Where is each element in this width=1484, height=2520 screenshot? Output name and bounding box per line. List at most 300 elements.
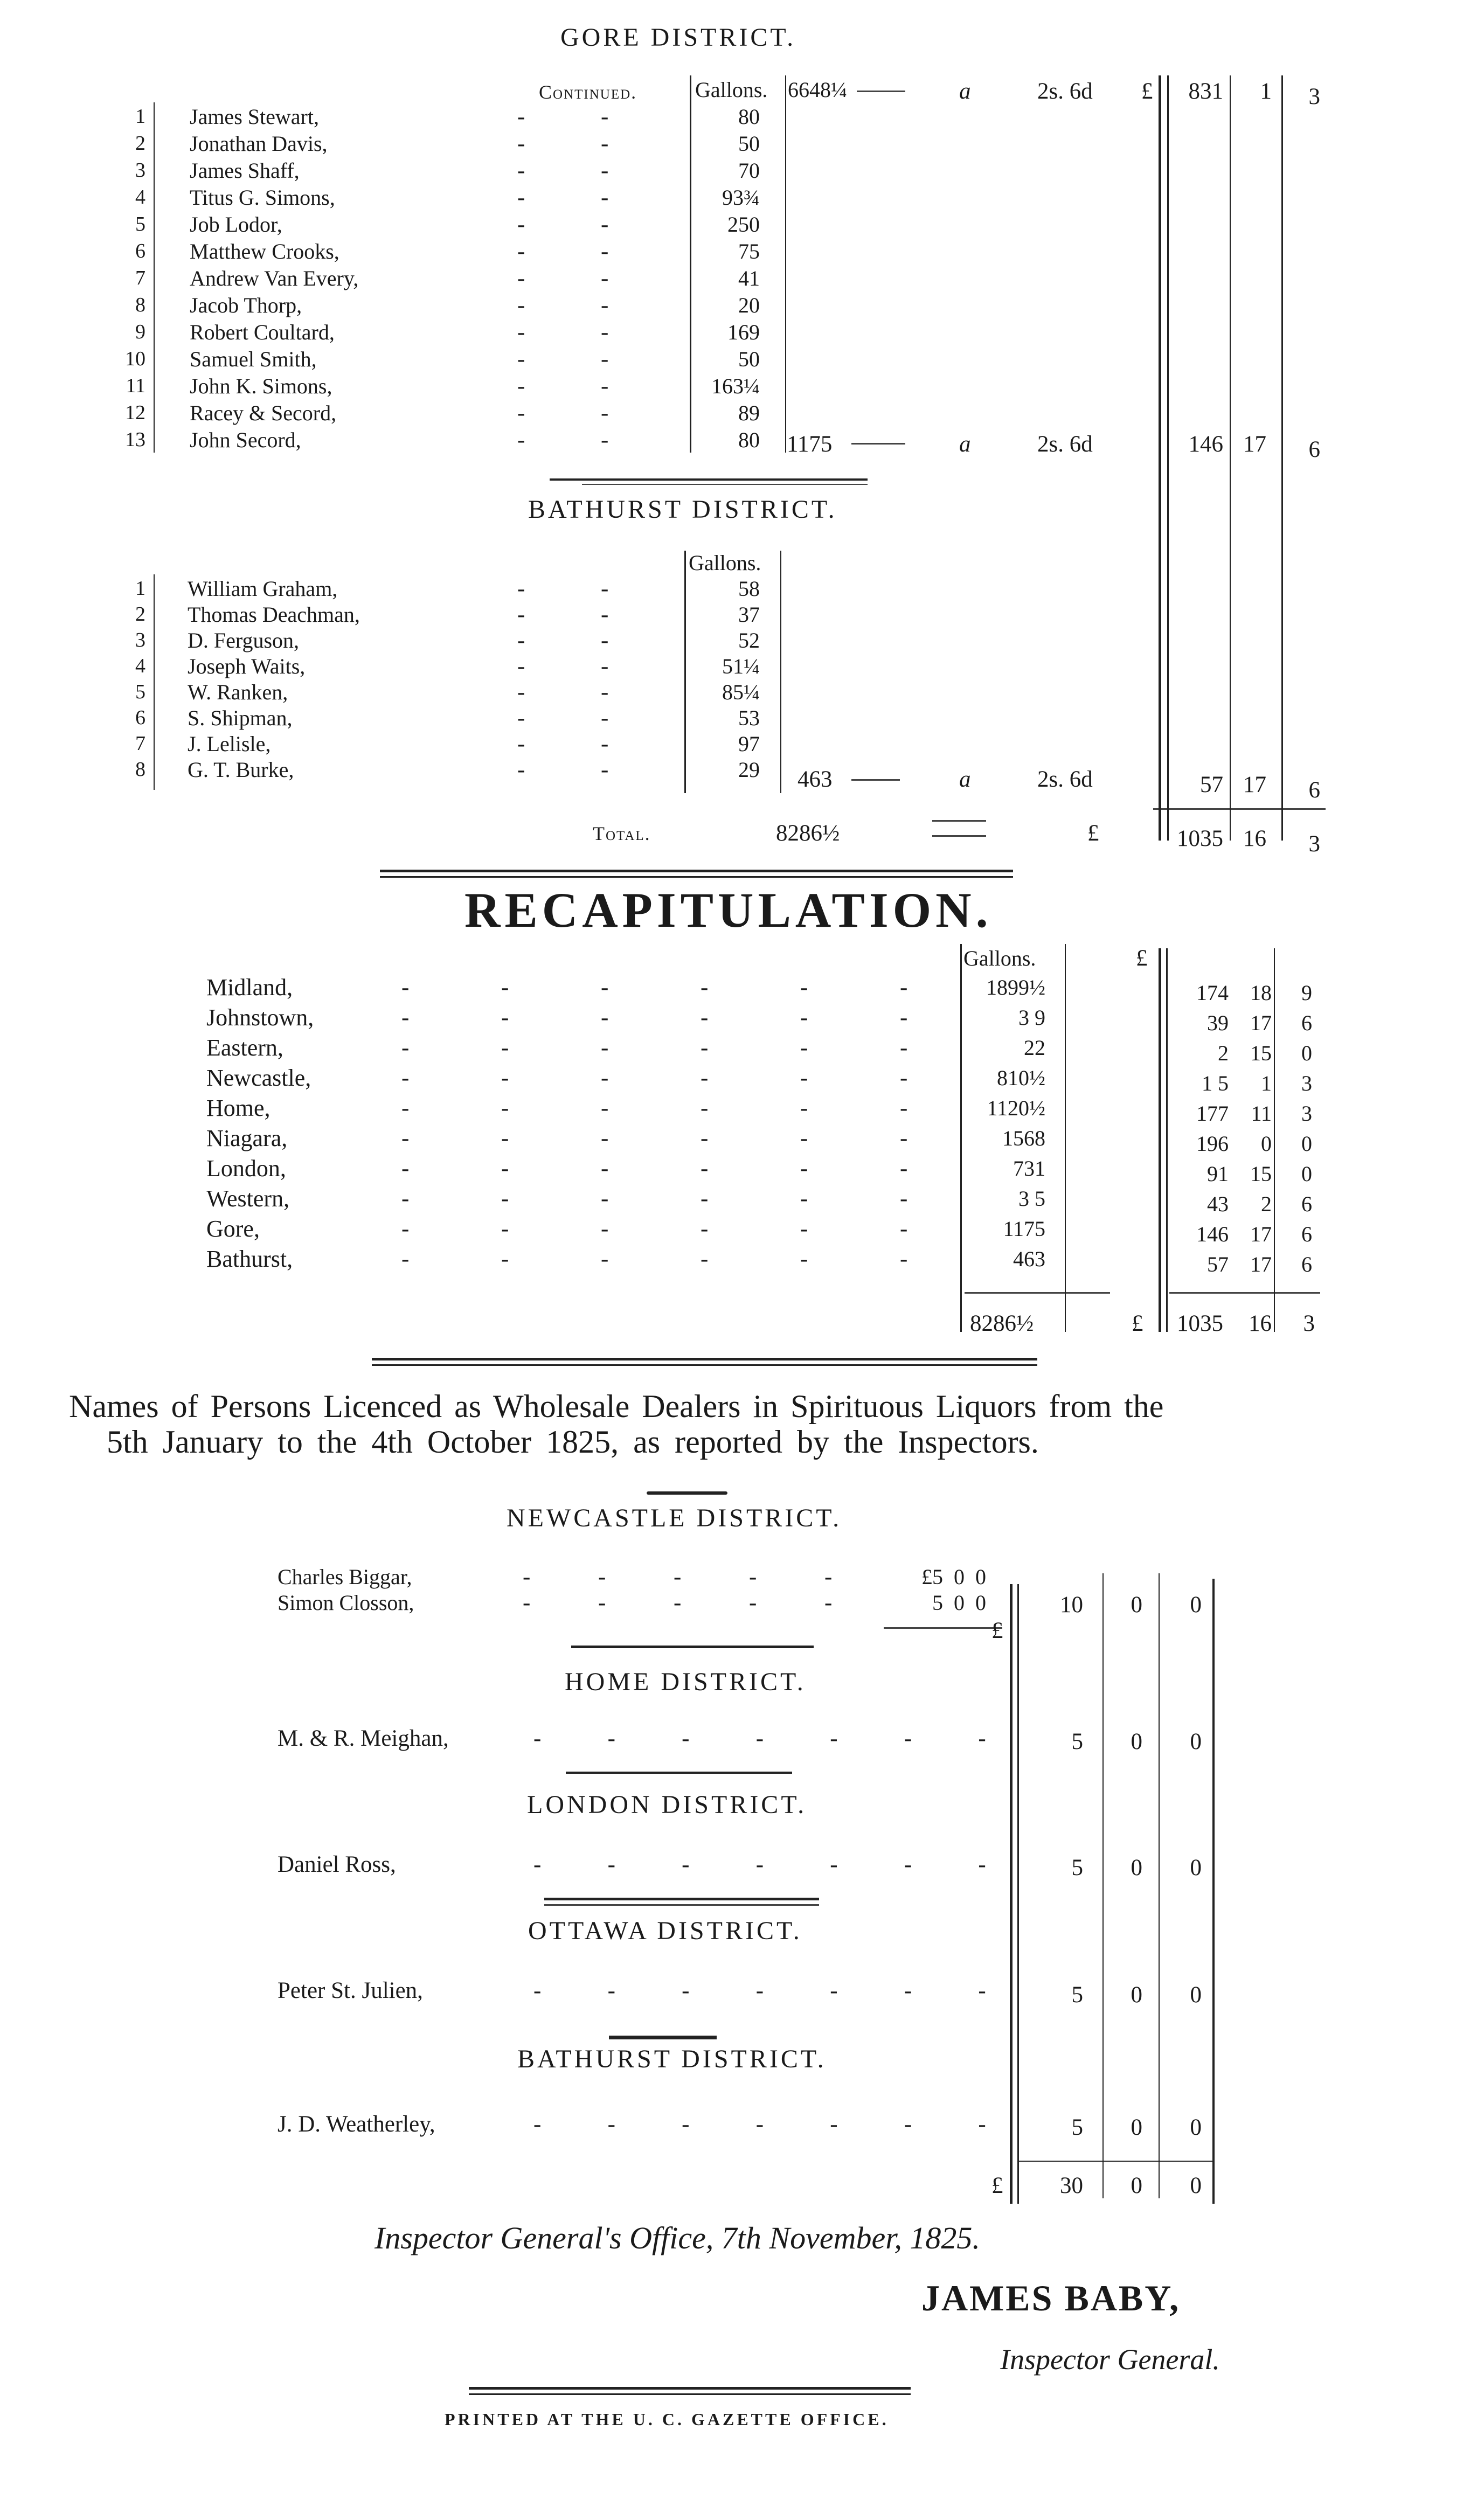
wholesale-heading-line1: Names of Persons Licenced as Wholesale Dealers in Spirituous Liquors from the — [69, 1389, 1164, 1424]
leader-dash: - — [701, 975, 709, 1000]
leader-dash: - — [900, 1216, 908, 1241]
home-dealer-name: M. & R. Meighan, — [278, 1726, 449, 1751]
leader-dash: - — [501, 1065, 509, 1091]
gore-pre-l: 831 — [1188, 79, 1223, 104]
leader-dash: - — [517, 320, 525, 345]
wholesale-heading-line2: 5th January to the 4th October 1825, as reported by the Inspectors. — [107, 1424, 1039, 1460]
row-number: 4 — [135, 655, 145, 677]
leader-dash: - — [601, 576, 609, 601]
leader-dash: - — [601, 212, 609, 237]
leader-dash: - — [501, 1156, 509, 1181]
newcastle-pound: £ — [991, 1618, 1003, 1643]
newcastle-d: 0 — [1190, 1592, 1202, 1617]
signature-name: JAMES BABY, — [921, 2278, 1181, 2318]
gallons-value: 29 — [738, 758, 760, 782]
dealer-name: William Graham, — [188, 577, 338, 601]
gallons-value: 50 — [738, 131, 760, 156]
gallons-value: 37 — [738, 602, 760, 627]
recap-total-d: 3 — [1303, 1311, 1315, 1336]
row-number: 8 — [135, 294, 145, 316]
bathurst-a: a — [959, 767, 971, 792]
leader-dash: - — [601, 373, 609, 399]
recap-pence: 6 — [1301, 1222, 1312, 1246]
continued-label: Continued. — [539, 81, 637, 103]
recap-gallons: 3 5 — [1018, 1186, 1045, 1211]
leader-dash: - — [674, 1564, 682, 1589]
leader-dash: - — [517, 185, 525, 210]
gore-pre-d: 3 — [1308, 84, 1320, 109]
bathurst-district-title: BATHURST DISTRICT. — [528, 495, 837, 524]
leader-dash: - — [601, 654, 609, 679]
row-number: 4 — [135, 186, 145, 209]
recap-gallons: 731 — [1013, 1156, 1045, 1181]
leader-dash: - — [523, 1590, 531, 1615]
leader-dash: - — [701, 1095, 709, 1121]
gore-d: 6 — [1308, 437, 1320, 462]
grand-total-d: 3 — [1308, 831, 1320, 857]
grand-total-s: 16 — [1243, 826, 1266, 851]
recap-pence: 0 — [1301, 1162, 1312, 1186]
home-district-title: HOME DISTRICT. — [565, 1668, 806, 1696]
gallons-value: 20 — [738, 293, 760, 317]
leader-dash: - — [401, 1156, 410, 1181]
leader-dash: - — [501, 1216, 509, 1241]
leader-dash: - — [824, 1564, 833, 1589]
leader-dash: - — [601, 1246, 609, 1272]
leader-dash: - — [517, 212, 525, 237]
leader-dash: - — [701, 1246, 709, 1272]
london-l: 5 — [1071, 1855, 1083, 1880]
leader-dash: - — [749, 1590, 757, 1615]
leader-dash: - — [800, 1095, 808, 1121]
gallons-value: 80 — [738, 428, 760, 452]
leader-dash: - — [900, 1156, 908, 1181]
leader-dash: - — [517, 628, 525, 653]
wholesale-amount: 5 0 0 — [932, 1591, 986, 1615]
dealer-name: Samuel Smith, — [190, 347, 317, 371]
bathurst-d: 6 — [1308, 777, 1320, 803]
recap-shillings: 17 — [1250, 1011, 1272, 1035]
gore-total: 1175 — [787, 432, 833, 457]
recap-pence: 0 — [1301, 1131, 1312, 1156]
leader-dash: - — [900, 1126, 908, 1151]
row-number: 8 — [135, 758, 145, 781]
dealer-name: John Secord, — [190, 428, 301, 452]
dealer-name: John K. Simons, — [190, 374, 332, 398]
leader-dash: - — [800, 1186, 808, 1211]
leader-dash: - — [401, 1065, 410, 1091]
bathurst-leaders: - - - - - - - — [533, 2112, 989, 2137]
dealer-name: Titus G. Simons, — [190, 185, 335, 210]
row-number: 3 — [135, 629, 145, 651]
recapitulation-title: RECAPITULATION. — [464, 883, 993, 938]
leader-dash: - — [601, 427, 609, 453]
recap-gallons: 1120½ — [987, 1096, 1045, 1120]
leader-dash: - — [701, 1126, 709, 1151]
leader-dash: - — [517, 602, 525, 627]
london-leaders: - - - - - - - — [533, 1852, 989, 1877]
recap-gallons: 22 — [1024, 1036, 1045, 1060]
leader-dash: - — [517, 400, 525, 426]
dealer-name: James Stewart, — [190, 105, 319, 129]
leader-dash: - — [601, 1065, 609, 1091]
leader-dash: - — [701, 1156, 709, 1181]
row-number: 13 — [125, 428, 145, 451]
gallons-value: 50 — [738, 347, 760, 371]
row-number: 10 — [125, 348, 145, 370]
leader-dash: - — [517, 239, 525, 264]
gallons-value: 97 — [738, 732, 760, 756]
recap-pounds: 2 — [1218, 1041, 1229, 1065]
dealer-name: J. Lelisle, — [188, 732, 271, 756]
leader-dash: - — [601, 1126, 609, 1151]
leader-dash: - — [501, 1246, 509, 1272]
gallons-value: 75 — [738, 239, 760, 263]
wholesale-total-l: 30 — [1060, 2173, 1083, 2198]
leader-dash: - — [601, 705, 609, 731]
leader-dash: - — [517, 266, 525, 291]
bathurst-rate: 2s. 6d — [1037, 767, 1093, 792]
recap-total-pound: £ — [1132, 1311, 1143, 1336]
newcastle-s: 0 — [1131, 1592, 1142, 1617]
recap-pounds: 91 — [1207, 1162, 1229, 1186]
row-number: 1 — [135, 577, 145, 600]
recap-pounds: 1 5 — [1202, 1071, 1229, 1095]
leader-dash: - — [401, 1035, 410, 1060]
gallons-value: 89 — [738, 401, 760, 425]
gallons-value: 52 — [738, 628, 760, 652]
leader-dash: - — [601, 1035, 609, 1060]
row-number: 5 — [135, 213, 145, 235]
leader-dash: - — [401, 1095, 410, 1121]
leader-dash: - — [601, 346, 609, 372]
ottawa-dealer-name: Peter St. Julien, — [278, 1978, 423, 2003]
home-s: 0 — [1131, 1729, 1142, 1754]
leader-dash: - — [900, 1095, 908, 1121]
dealer-name: S. Shipman, — [188, 706, 293, 730]
recap-pounds: 174 — [1196, 981, 1229, 1005]
recap-total-s: 16 — [1249, 1311, 1272, 1336]
leader-dash: - — [900, 1005, 908, 1030]
leader-dash: - — [517, 705, 525, 731]
dealer-name: Andrew Van Every, — [190, 266, 359, 290]
gallons-value: 41 — [738, 266, 760, 290]
leader-dash: - — [800, 1065, 808, 1091]
leader-dash: - — [601, 1186, 609, 1211]
leader-dash: - — [601, 1156, 609, 1181]
leader-dash: - — [900, 1035, 908, 1060]
leader-dash: - — [501, 1035, 509, 1060]
newcastle-l: 10 — [1060, 1592, 1083, 1617]
recap-total-gallons: 8286½ — [970, 1311, 1034, 1336]
leader-dash: - — [800, 1005, 808, 1030]
recap-shillings: 18 — [1250, 981, 1272, 1005]
leader-dash: - — [598, 1564, 606, 1589]
recap-shillings: 15 — [1250, 1162, 1272, 1186]
row-number: 12 — [125, 401, 145, 424]
leader-dash: - — [517, 293, 525, 318]
leader-dash: - — [501, 1186, 509, 1211]
ottawa-d: 0 — [1190, 1982, 1202, 2008]
london-district-title: LONDON DISTRICT. — [527, 1790, 807, 1819]
recap-pounds: 57 — [1207, 1252, 1229, 1276]
dealer-name: Jacob Thorp, — [190, 293, 302, 317]
leader-dash: - — [601, 628, 609, 653]
leader-dash: - — [601, 239, 609, 264]
dealer-name: Jonathan Davis, — [190, 131, 328, 156]
grand-total-l: 1035 — [1177, 826, 1223, 851]
recap-total-l: 1035 — [1177, 1311, 1223, 1336]
leader-dash: - — [601, 975, 609, 1000]
leader-dash: - — [601, 602, 609, 627]
recap-gallons: 463 — [1013, 1247, 1045, 1271]
leader-dash: - — [701, 1065, 709, 1091]
gore-pre-rate: 2s. 6d — [1037, 79, 1093, 104]
row-number: 5 — [135, 681, 145, 703]
leader-dash: - — [601, 131, 609, 156]
leader-dash: - — [601, 1095, 609, 1121]
leader-dash: - — [517, 131, 525, 156]
home-d: 0 — [1190, 1729, 1202, 1754]
leader-dash: - — [601, 104, 609, 129]
leader-dash: - — [601, 293, 609, 318]
gore-district-title: GORE DISTRICT. — [560, 23, 796, 52]
total-label: Total. — [593, 823, 651, 844]
recap-district-name: Gore, — [206, 1216, 260, 1242]
leader-dash: - — [517, 654, 525, 679]
leader-dash: - — [517, 731, 525, 756]
bathurst-gallons-header: Gallons. — [689, 551, 761, 575]
recap-gallons: 1899½ — [986, 975, 1045, 999]
dealer-name: G. T. Burke, — [188, 758, 294, 782]
recap-pence: 6 — [1301, 1192, 1312, 1216]
leader-dash: - — [517, 373, 525, 399]
london-dealer-name: Daniel Ross, — [278, 1852, 396, 1877]
row-number: 6 — [135, 706, 145, 729]
recap-gallons-header: Gallons. — [963, 946, 1036, 970]
leader-dash: - — [601, 400, 609, 426]
recap-pounds: 196 — [1196, 1131, 1229, 1156]
wholesale-bathurst-l: 5 — [1071, 2115, 1083, 2140]
dealer-name: James Shaff, — [190, 158, 300, 183]
bathurst-dealer-name: J. D. Weatherley, — [278, 2112, 435, 2137]
leader-dash: - — [800, 1035, 808, 1060]
dealer-name: Robert Coultard, — [190, 320, 335, 344]
ottawa-district-title: OTTAWA DISTRICT. — [528, 1917, 802, 1945]
leader-dash: - — [601, 1216, 609, 1241]
recap-pounds: 177 — [1196, 1101, 1229, 1126]
row-number: 2 — [135, 603, 145, 626]
row-number: 7 — [135, 267, 145, 289]
leader-dash: - — [501, 1095, 509, 1121]
recap-gallons: 3 9 — [1018, 1005, 1045, 1030]
wholesale-bathurst-d: 0 — [1190, 2115, 1202, 2140]
leader-dash: - — [601, 1005, 609, 1030]
gallons-value: 53 — [738, 706, 760, 730]
ottawa-s: 0 — [1131, 1982, 1142, 2008]
recap-district-name: Bathurst, — [206, 1246, 293, 1272]
newcastle-district-title: NEWCASTLE DISTRICT. — [507, 1504, 842, 1532]
leader-dash: - — [501, 1005, 509, 1030]
gallons-value: 70 — [738, 158, 760, 183]
recap-shillings: 2 — [1261, 1192, 1272, 1216]
gore-pre-s: 1 — [1260, 79, 1272, 104]
dealer-name: W. Ranken, — [188, 680, 288, 704]
recap-pence: 6 — [1301, 1011, 1312, 1035]
recap-gallons: 1568 — [1002, 1126, 1045, 1150]
leader-dash: - — [401, 1186, 410, 1211]
recap-district-name: Niagara, — [206, 1125, 288, 1151]
ottawa-l: 5 — [1071, 1982, 1083, 2008]
leader-dash: - — [517, 576, 525, 601]
leader-dash: - — [800, 1216, 808, 1241]
dealer-name: Racey & Secord, — [190, 401, 337, 425]
leader-dash: - — [601, 185, 609, 210]
recap-shillings: 17 — [1250, 1252, 1272, 1276]
wholesale-total-d: 0 — [1190, 2173, 1202, 2198]
gallons-value: 169 — [727, 320, 760, 344]
home-l: 5 — [1071, 1729, 1083, 1754]
printer-imprint: PRINTED AT THE U. C. GAZETTE OFFICE. — [445, 2410, 889, 2429]
row-number: 11 — [126, 374, 145, 397]
signature-title: Inspector General. — [1000, 2343, 1220, 2376]
gore-pre-pound: £ — [1141, 79, 1153, 104]
leader-dash: - — [674, 1590, 682, 1615]
gore-gallons-header: Gallons. — [695, 78, 768, 102]
recap-gallons: 1175 — [1003, 1217, 1045, 1241]
leader-dash: - — [824, 1590, 833, 1615]
leader-dash: - — [601, 320, 609, 345]
grand-total-pound: £ — [1087, 821, 1099, 846]
leader-dash: - — [701, 1186, 709, 1211]
leader-dash: - — [517, 158, 525, 183]
recap-pence: 3 — [1301, 1071, 1312, 1095]
wholesale-amount: £5 0 0 — [921, 1565, 986, 1589]
leader-dash: - — [401, 1005, 410, 1030]
recap-pounds: 43 — [1207, 1192, 1229, 1216]
leader-dash: - — [517, 679, 525, 705]
gore-l: 146 — [1188, 432, 1223, 457]
leader-dash: - — [517, 427, 525, 453]
leader-dash: - — [401, 1246, 410, 1272]
leader-dash: - — [601, 158, 609, 183]
recap-pence: 9 — [1301, 981, 1312, 1005]
wholesale-bathurst-s: 0 — [1131, 2115, 1142, 2140]
gallons-value: 51¼ — [722, 654, 760, 678]
leader-dash: - — [601, 266, 609, 291]
recap-district-name: Eastern, — [206, 1035, 283, 1061]
recap-pence: 6 — [1301, 1252, 1312, 1276]
recap-district-name: Western, — [206, 1185, 290, 1212]
leader-dash: - — [900, 1246, 908, 1272]
leader-dash: - — [523, 1564, 531, 1589]
leader-dash: - — [401, 1126, 410, 1151]
leader-dash: - — [900, 1065, 908, 1091]
office-date-line: Inspector General's Office, 7th November, 1825. — [375, 2220, 980, 2255]
leader-dash: - — [517, 346, 525, 372]
leader-dash: - — [800, 1246, 808, 1272]
leader-dash: - — [800, 1126, 808, 1151]
leader-dash: - — [401, 975, 410, 1000]
home-leaders: - - - - - - - — [533, 1726, 989, 1751]
leader-dash: - — [501, 975, 509, 1000]
gallons-value: 250 — [727, 212, 760, 237]
leader-dash: - — [701, 1005, 709, 1030]
gallons-value: 163¼ — [711, 374, 760, 398]
recap-shillings: 1 — [1261, 1071, 1272, 1095]
recap-district-name: Home, — [206, 1095, 271, 1121]
ottawa-leaders: - - - - - - - — [533, 1978, 989, 2003]
leader-dash: - — [701, 1216, 709, 1241]
recap-shillings: 15 — [1250, 1041, 1272, 1065]
recap-pence: 3 — [1301, 1101, 1312, 1126]
leader-dash: - — [598, 1590, 606, 1615]
leader-dash: - — [800, 1156, 808, 1181]
leader-dash: - — [749, 1564, 757, 1589]
recap-shillings: 17 — [1250, 1222, 1272, 1246]
wholesale-total-pound: £ — [991, 2173, 1003, 2198]
leader-dash: - — [501, 1126, 509, 1151]
gallons-value: 58 — [738, 577, 760, 601]
wholesale-bathurst-title: BATHURST DISTRICT. — [517, 2045, 827, 2073]
london-s: 0 — [1131, 1855, 1142, 1880]
recap-district-name: Johnstown, — [206, 1004, 314, 1031]
gallons-value: 93¾ — [722, 185, 760, 210]
gore-a: a — [959, 432, 971, 457]
gore-pre-a: a — [959, 79, 971, 104]
gore-rate: 2s. 6d — [1037, 432, 1093, 457]
leader-dash: - — [517, 104, 525, 129]
dealer-name: Matthew Crooks, — [190, 239, 339, 263]
recap-gallons: 810½ — [997, 1066, 1045, 1090]
row-number: 9 — [135, 321, 145, 343]
leader-dash: - — [601, 679, 609, 705]
bathurst-total: 463 — [798, 767, 833, 792]
recap-district-name: London, — [206, 1155, 286, 1182]
recap-district-name: Newcastle, — [206, 1065, 311, 1091]
leader-dash: - — [701, 1035, 709, 1060]
row-number: 7 — [135, 732, 145, 755]
leader-dash: - — [517, 757, 525, 782]
recap-district-name: Midland, — [206, 974, 293, 1001]
recap-shillings: 0 — [1261, 1131, 1272, 1156]
recap-pounds: 146 — [1196, 1222, 1229, 1246]
london-d: 0 — [1190, 1855, 1202, 1880]
leader-dash: - — [401, 1216, 410, 1241]
grand-total-gallons: 8286½ — [776, 821, 840, 846]
bathurst-l: 57 — [1200, 772, 1223, 797]
row-number: 1 — [135, 105, 145, 128]
dealer-name: Thomas Deachman, — [188, 602, 360, 627]
bathurst-s: 17 — [1243, 772, 1266, 797]
wholesale-dealer-name: Charles Biggar, — [278, 1565, 412, 1589]
recap-shillings: 11 — [1251, 1101, 1272, 1126]
dealer-name: Joseph Waits, — [188, 654, 306, 678]
recap-pound-header: £ — [1136, 946, 1148, 971]
leader-dash: - — [900, 975, 908, 1000]
leader-dash: - — [601, 757, 609, 782]
leader-dash: - — [900, 1186, 908, 1211]
row-number: 2 — [135, 132, 145, 155]
row-number: 6 — [135, 240, 145, 262]
row-number: 3 — [135, 159, 145, 182]
gore-s: 17 — [1243, 432, 1266, 457]
leader-dash: - — [800, 975, 808, 1000]
wholesale-dealer-name: Simon Closson, — [278, 1591, 414, 1615]
dealer-name: Job Lodor, — [190, 212, 282, 237]
gore-pre-total: 6648¼ — [788, 78, 847, 102]
dealer-name: D. Ferguson, — [188, 628, 300, 652]
